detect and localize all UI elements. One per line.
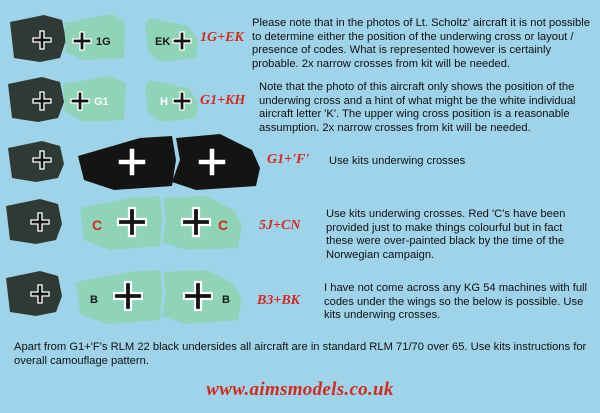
row-3-wings xyxy=(8,134,260,190)
row-2-right-letters: H xyxy=(160,96,168,108)
row-4-left-letters: C xyxy=(92,217,103,233)
row-2-left-letters: G1 xyxy=(94,96,109,108)
row-1-right-letters: EK xyxy=(155,36,171,48)
row-1-underwing-left xyxy=(64,14,125,60)
row-2-wings xyxy=(8,76,198,122)
row-5-note: I have not come across any KG 54 machines with full codes under the wings so the below is possible. Use kits underwing crosses. xyxy=(324,282,588,322)
row-2-code: G1+KH xyxy=(200,93,246,108)
row-5-right-letters: B xyxy=(222,294,230,306)
row-5-code: B3+BK xyxy=(257,293,300,308)
row-5-left-letters: B xyxy=(90,294,98,306)
row-4-note: Use kits underwing crosses. Red 'C's have been provided just to make things colourful but in fact these were over-painted black by the time of the Norwegian campaign. xyxy=(326,208,566,261)
row-5-wings xyxy=(6,270,242,324)
row-3-code: G1+'F' xyxy=(267,152,310,167)
row-1-left-letters: 1G xyxy=(96,36,111,48)
row-4-code: 5J+CN xyxy=(259,218,301,233)
row-4-right-letters: C xyxy=(218,217,229,233)
row-4-wings xyxy=(6,196,242,250)
row-2-note: Note that the photo of this aircraft only shows the position of the underwing cross and a hint of what might be the white individual aircraft letter 'K'. The upper wing cross position is a reasonable assumption. 2x narrow crosses from kit will be needed. xyxy=(259,81,576,134)
camouflage-note: Apart from G1+'F's RLM 22 black undersides all aircraft are in standard RLM 71/70 over 65. Use kits instructions for overall camouflage pattern. xyxy=(14,341,587,367)
row-3-note: Use kits underwing crosses xyxy=(329,155,466,167)
row-1-note: Please note that in the photos of Lt. Scholtz' aircraft it is not possible to determine either the position of the underwing cross or layout / presence of codes. What is represented however is certainly probable. 2x narrow crosses from kit will be needed. xyxy=(252,17,590,70)
row-1-wings xyxy=(10,14,198,62)
row-1-code: 1G+EK xyxy=(200,30,244,45)
website-url: www.aimsmodels.co.uk xyxy=(206,379,394,400)
